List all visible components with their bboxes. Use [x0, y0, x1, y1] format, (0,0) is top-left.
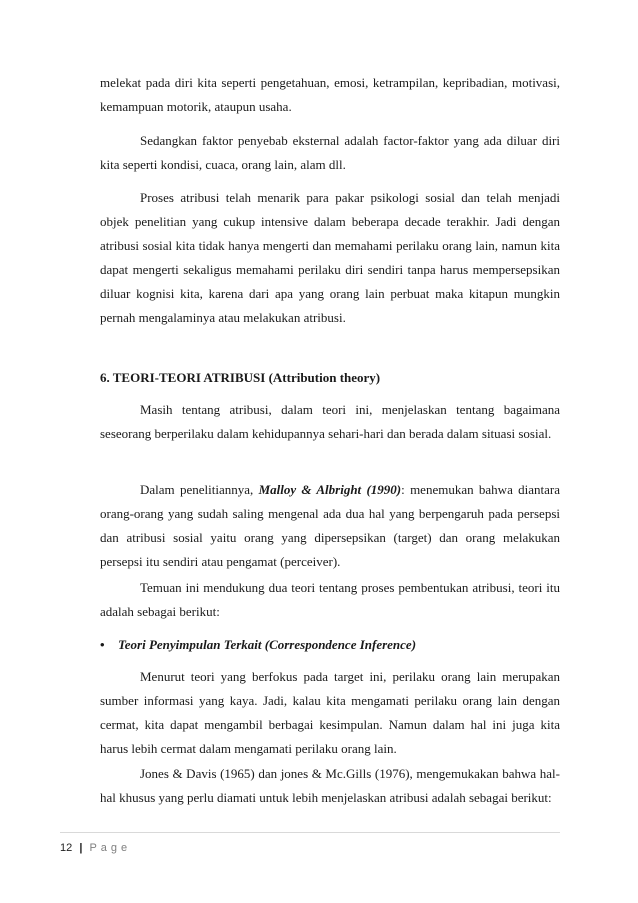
paragraph-malloy-albright — [100, 478, 560, 574]
text-run: Dalam penelitiannya, — [140, 482, 259, 497]
paragraph-continuation: melekat pada diri kita seperti pengetahuan, emosi, ketrampilan, kepribadian, motivasi, kemampuan motorik, ataupun usaha. — [100, 75, 560, 114]
bullet-icon: • — [100, 637, 105, 652]
paragraph-external-factors: Sedangkan faktor penyebab eksternal adalah factor-faktor yang ada diluar diri kita seperti kondisi, cuaca, orang lain, alam dll. — [100, 133, 560, 172]
footer-divider — [60, 832, 560, 833]
page-label: Page — [89, 842, 132, 854]
bullet-heading — [100, 633, 416, 657]
citation-emphasis: Malloy & Albright (1990) — [258, 482, 402, 497]
paragraph-target-theory: Menurut teori yang berfokus pada target ini, perilaku orang lain merupakan sumber informasi yang kaya. Jadi, kalau kita mengamati perilaku orang lain dengan cermat, kita dapat mengambil berbagai kesimpulan. Namun dalam hal ini juga kita harus lebih cermat dalam mengamati perilaku orang lain. — [100, 669, 560, 756]
footer-separator: | — [79, 842, 83, 854]
paragraph-jones-davis: Jones & Davis (1965) dan jones & Mc.Gills (1976), mengemukakan bahwa hal-hal khusus yang perlu diamati untuk lebih menjelaskan atribusi adalah sebagai berikut: — [100, 766, 560, 805]
section-heading: 6. TEORI-TEORI ATRIBUSI (Attribution theory) — [100, 370, 381, 385]
paragraph-attribution-process: Proses atribusi telah menarik para pakar psikologi sosial dan telah menjadi objek penelitian yang cukup intensive dalam beberapa decade terakhir. Jadi dengan atribusi sosial kita tidak hanya mengerti dan memahami perilaku orang lain, namun kita dapat mengerti sekaligus memahami perilaku diri sendiri tanpa harus mempersepsikan diluar kognisi kita, karena dari apa yang orang lain perbuat maka kitapun mungkin pernah mengalaminya atau melakukan atribusi. — [100, 190, 560, 325]
text-run: : menemukan bahwa diantara orang-orang yang sudah saling mengenal ada dua hal yang berpengaruh pada persepsi dan atribusi sosial yaitu orang yang dipersepsikan (target) dan orang melakukan persepsi itu sendiri atau pengamat (perceiver). — [100, 482, 561, 569]
paragraph-two-theories: Temuan ini mendukung dua teori tentang proses pembentukan atribusi, teori itu adalah sebagai berikut: — [100, 580, 560, 619]
page-footer — [60, 841, 131, 855]
paragraph-theory-intro: Masih tentang atribusi, dalam teori ini, menjelaskan tentang bagaimana seseorang berperilaku dalam kehidupannya sehari-hari dan berada dalam situasi sosial. — [100, 402, 560, 441]
page-number: 12 — [60, 842, 73, 854]
bullet-heading-text: Teori Penyimpulan Terkait (Correspondence Inference) — [118, 637, 417, 652]
